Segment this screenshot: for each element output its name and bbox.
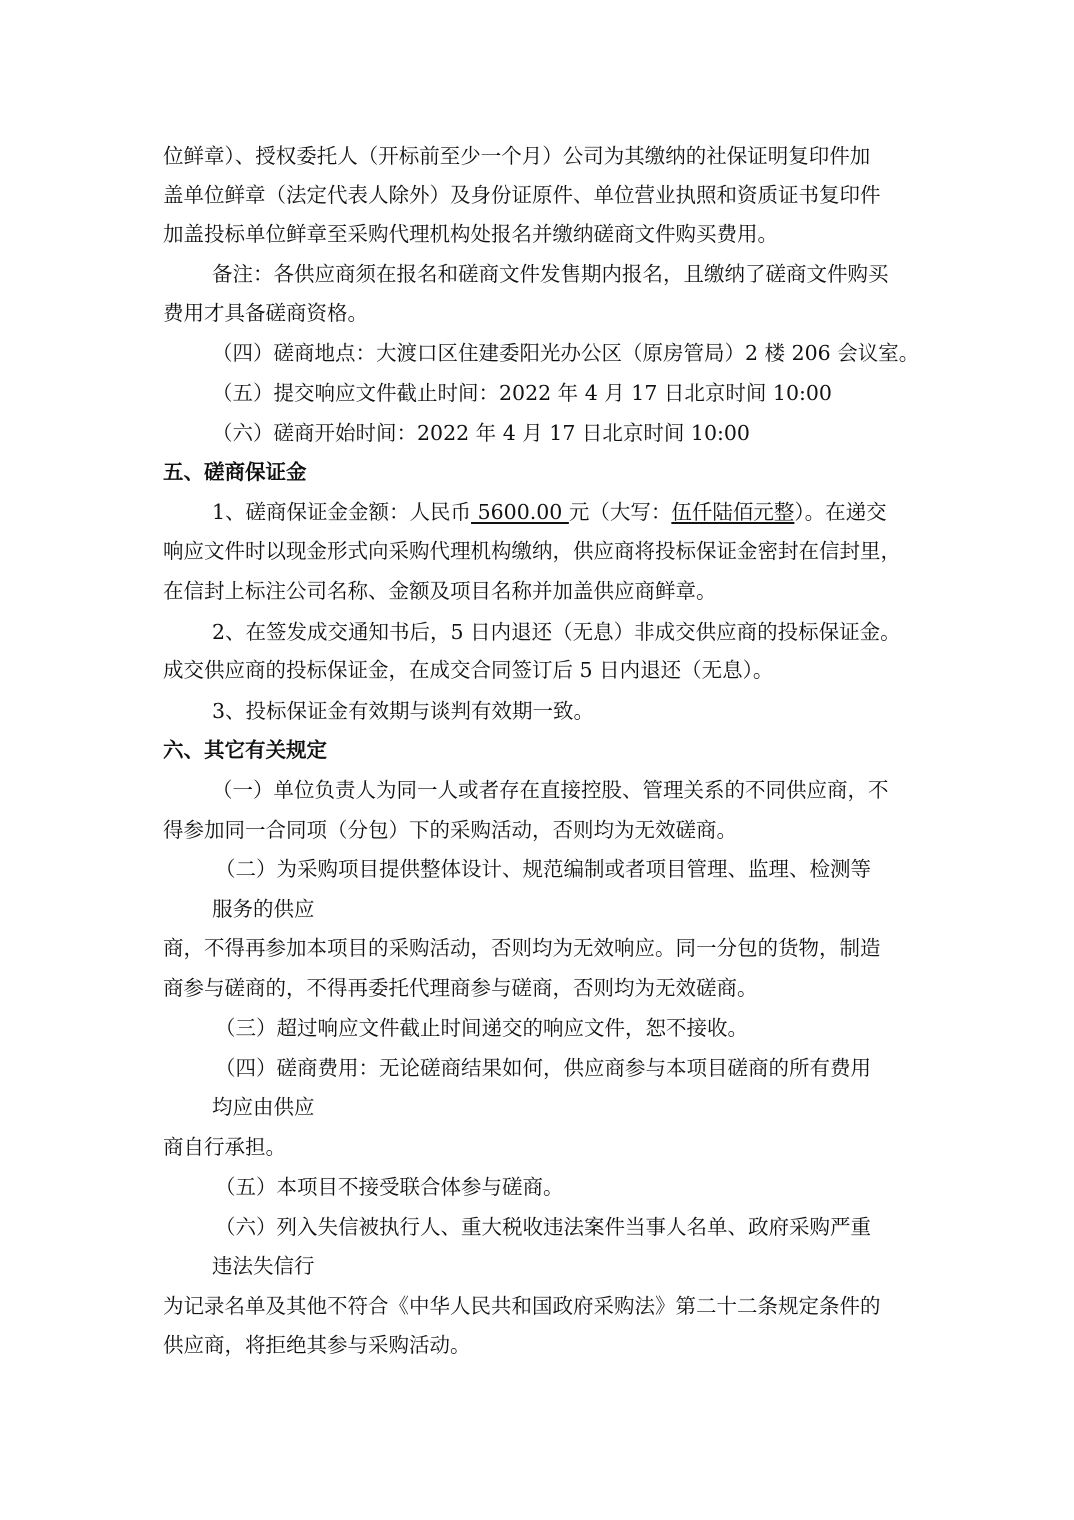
deposit-amount-capital: 伍仟陆佰元整	[671, 500, 795, 524]
note-line: 备注：各供应商须在报名和磋商文件发售期内报名，且缴纳了磋商文件购买	[212, 262, 889, 286]
paragraph-line: 违法失信行	[212, 1254, 315, 1278]
paragraph-line: 2、在签发成交通知书后，5 日内退还（无息）非成交供应商的投标保证金。	[212, 620, 901, 644]
paragraph-line: 3、投标保证金有效期与谈判有效期一致。	[212, 699, 595, 723]
paragraph-line: 盖单位鲜章（法定代表人除外）及身份证原件、单位营业执照和资质证书复印件	[163, 183, 881, 207]
paragraph-line: （五）本项目不接受联合体参与磋商。	[215, 1175, 564, 1199]
paragraph-line: 在信封上标注公司名称、金额及项目名称并加盖供应商鲜章。	[163, 579, 717, 603]
paragraph-line: 加盖投标单位鲜章至采购代理机构处报名并缴纳磋商文件购买费用。	[163, 222, 778, 246]
paragraph-line: （四）磋商费用：无论磋商结果如何，供应商参与本项目磋商的所有费用	[215, 1056, 871, 1080]
deposit-capital-label: 元（大写：	[568, 500, 672, 524]
start-time-line: （六）磋商开始时间：2022 年 4 月 17 日北京时间 10:00	[212, 421, 750, 445]
paragraph-line: （三）超过响应文件截止时间递交的响应文件，恕不接收。	[215, 1016, 748, 1040]
paragraph-line: 商自行承担。	[163, 1135, 286, 1159]
deposit-tail: ）。在递交	[794, 500, 887, 524]
paragraph-line: 响应文件时以现金形式向采购代理机构缴纳，供应商将投标保证金密封在信封里，	[163, 539, 901, 563]
paragraph-line: 商，不得再参加本项目的采购活动，否则均为无效响应。同一分包的货物，制造	[163, 936, 881, 960]
deposit-amount-line	[212, 499, 972, 525]
paragraph-line: 位鲜章）、授权委托人（开标前至少一个月）公司为其缴纳的社保证明复印件加	[163, 144, 871, 168]
paragraph-line: 成交供应商的投标保证金，在成交合同签订后 5 日内退还（无息）。	[163, 658, 774, 682]
paragraph-line: 供应商，将拒绝其参与采购活动。	[163, 1333, 471, 1357]
section-heading: 六、其它有关规定	[163, 738, 327, 762]
paragraph-line: 得参加同一合同项（分包）下的采购活动，否则均为无效磋商。	[163, 818, 737, 842]
paragraph-line: 为记录名单及其他不符合《中华人民共和国政府采购法》第二十二条规定条件的	[163, 1294, 881, 1318]
paragraph-line: （一）单位负责人为同一人或者存在直接控股、管理关系的不同供应商，不	[212, 778, 889, 802]
note-line: 费用才具备磋商资格。	[163, 301, 368, 325]
paragraph-line: （二）为采购项目提供整体设计、规范编制或者项目管理、监理、检测等	[215, 857, 871, 881]
paragraph-line: 服务的供应	[212, 897, 315, 921]
deposit-label: 1、磋商保证金金额：人民币	[212, 500, 472, 524]
deadline-line: （五）提交响应文件截止时间：2022 年 4 月 17 日北京时间 10:00	[212, 381, 832, 405]
paragraph-line: 商参与磋商的，不得再委托代理商参与磋商，否则均为无效磋商。	[163, 976, 758, 1000]
paragraph-line: （六）列入失信被执行人、重大税收违法案件当事人名单、政府采购严重	[215, 1215, 871, 1239]
section-heading: 五、磋商保证金	[163, 460, 307, 484]
paragraph-line: 均应由供应	[212, 1095, 315, 1119]
deposit-amount: 5600.00	[471, 500, 569, 524]
venue-line: （四）磋商地点：大渡口区住建委阳光办公区（原房管局）2 楼 206 会议室。	[212, 341, 920, 365]
